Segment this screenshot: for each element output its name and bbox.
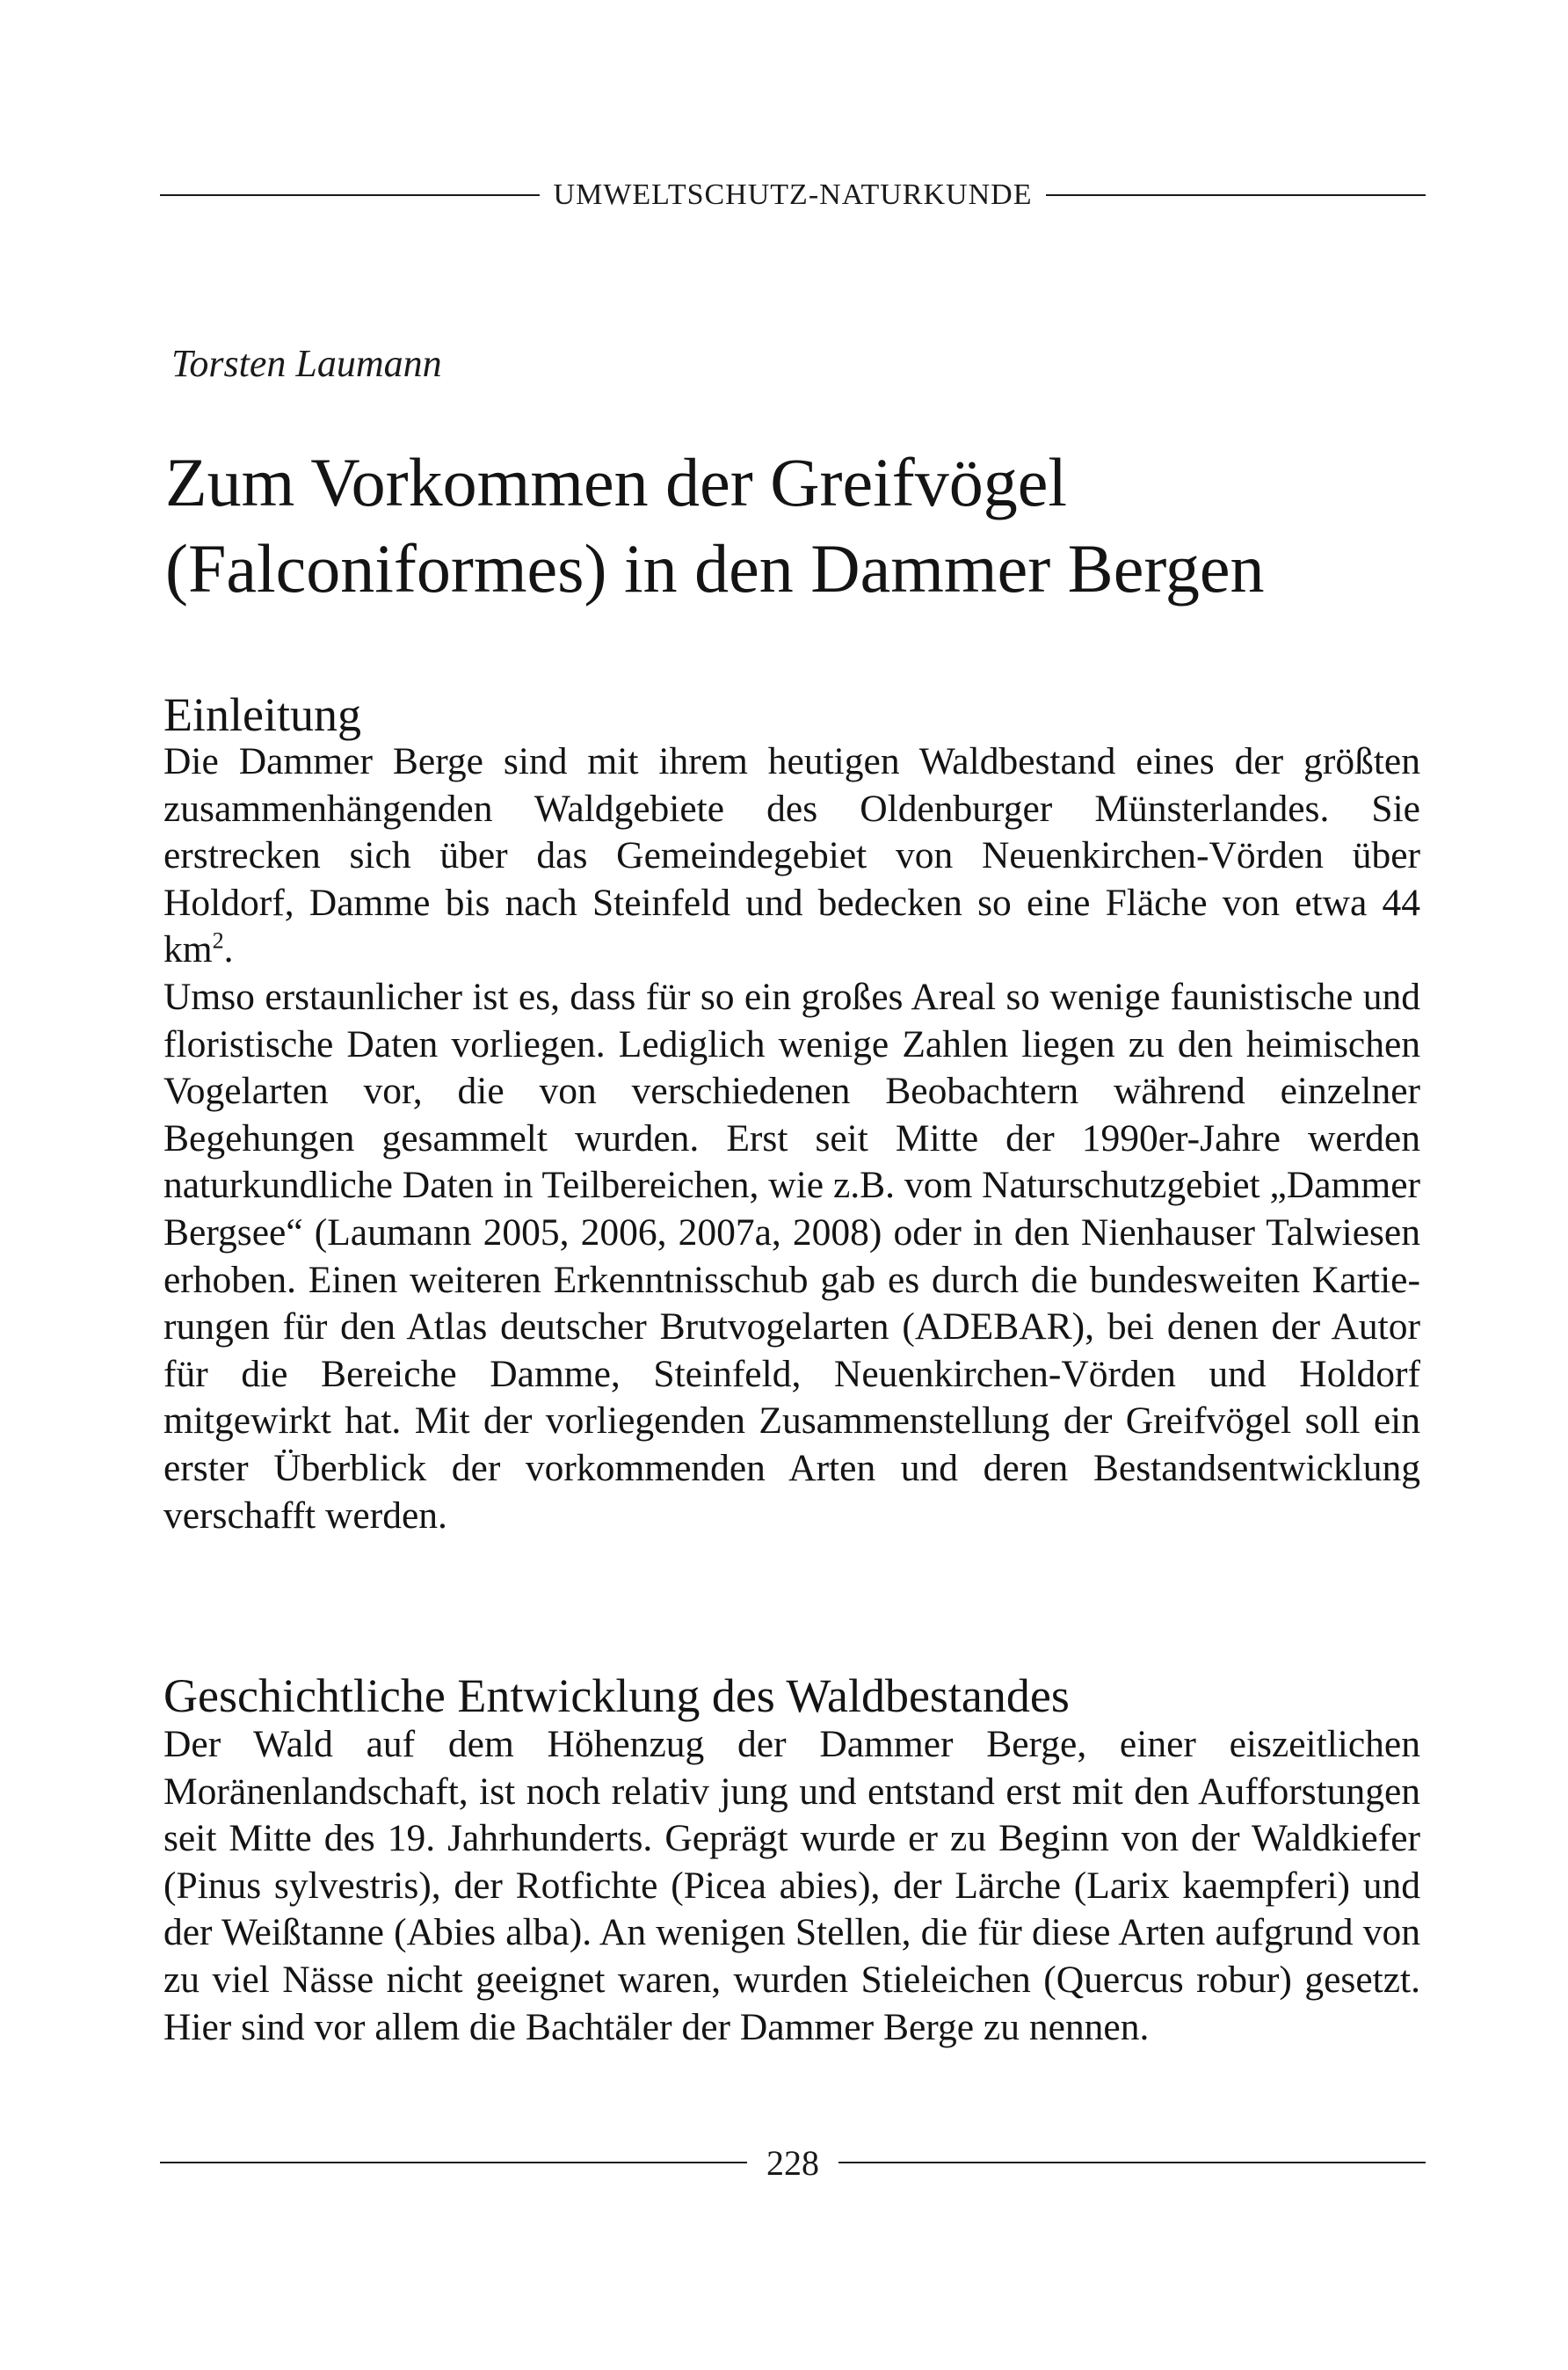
superscript: 2: [212, 927, 224, 954]
section-body-einleitung: [163, 738, 1420, 1539]
article-title: [165, 440, 1431, 612]
section-body-geschichte: [163, 1721, 1420, 2051]
running-header-label: UMWELTSCHUTZ-NATURKUNDE: [553, 178, 1033, 211]
paragraph-text: Die Dammer Berge sind mit ihrem heutigen Waldbestand eines der größten zusammenhängenden Waldgebiete des Oldenburger Münsterlandes. Sie erstrecken sich über das Gemeindegebiet von Neuenkirchen-Vörden über Holdorf, Damme bis nach Steinfeld und bedecken so eine Fläche von etwa 44 km: [163, 740, 1420, 971]
page-footer: [160, 2136, 1426, 2189]
paragraph: [163, 738, 1420, 974]
footer-rule-right: [838, 2162, 1426, 2163]
author-name: Torsten Laumann: [171, 342, 442, 385]
footer-rule-left: [160, 2162, 747, 2163]
running-header: [160, 174, 1426, 216]
title-line-2: (Falconiformes) in den Dammer Bergen: [165, 530, 1265, 607]
title-line-1: Zum Vorkommen der Greifvögel: [165, 444, 1068, 520]
paragraph: Der Wald auf dem Höhenzug der Dammer Berge, einer eiszeitlichen Moränenlandschaft, ist noch relativ jung und entstand erst mit den Aufforstungen seit Mitte des 19. Jahrhunderts. Geprägt wurde er zu Beginn von der Waldkiefer (Pinus sylvestris), der Rotfichte (Picea abies), der Lärche (Larix kaempferi) und der Weißtanne (Abies alba). An wenigen Stellen, die für diese Arten aufgrund von zu viel Nässe nicht geeignet waren, wurden Stieleichen (Quercus robur) gesetzt. Hier sind vor allem die Bachtäler der Dammer Berge zu nennen.: [163, 1723, 1420, 2048]
paragraph: Umso erstaunlicher ist es, dass für so ein großes Areal so wenige faunistische und floristische Daten vorliegen. Lediglich wenige Zahlen liegen zu den heimischen Vogelarten vor, die von verschiedenen Beobachtern während einzelner Begehungen gesammelt wurden. Erst seit Mitte der 1990er-Jahre werden naturkundliche Daten in Teilbereichen, wie z.B. vom Naturschutzgebiet „Dammer Bergsee“ (Laumann 2005, 2006, 2007a, 2008) oder in den Nienhauser Talwiesen erhoben. Einen weiteren Erkenntnisschub gab es durch die bundesweiten Kartierungen für den Atlas deutscher Brutvogelarten (ADEBAR), bei denen der Autor für die Bereiche Damme, Steinfeld, Neuenkirchen-Vörden und Holdorf mitgewirkt hat. Mit der vorliegenden Zusammenstellung der Greifvögel soll ein erster Überblick der vorkommenden Arten und deren Bestandsentwicklung verschafft werden.: [163, 975, 1420, 1537]
header-rule-left: [160, 194, 540, 196]
paragraph-end: .: [223, 928, 234, 971]
section-heading-geschichte: Geschichtliche Entwicklung des Waldbestandes: [163, 1669, 1070, 1722]
section-heading-einleitung: Einleitung: [163, 688, 361, 741]
page-number: 228: [766, 2142, 819, 2183]
header-rule-right: [1046, 194, 1426, 196]
